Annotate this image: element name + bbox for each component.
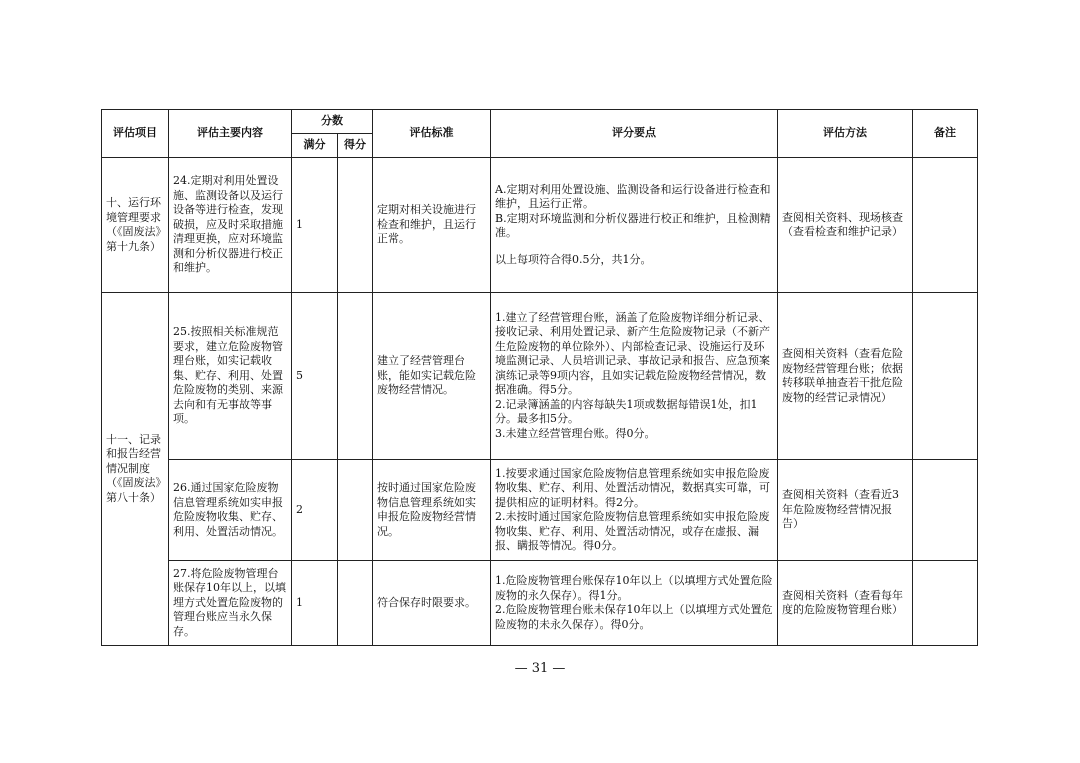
full-score-cell: 2 [292,460,338,561]
standard-cell: 定期对相关设施进行检查和维护，且运行正常。 [373,158,491,293]
table-row [102,158,978,293]
method-cell: 查阅相关资料（查看危险废物经营管理台账；依据转移联单抽查若干批危险废物的经营记录情况） [778,293,913,460]
got-score-cell [338,460,373,561]
header-score: 分数 [292,110,373,134]
content-cell: 25.按照相关标准规范要求，建立危险废物管理台账，如实记载收集、贮存、利用、处置危险废物的类别、来源去向和有无事故等事项。 [169,293,292,460]
method-cell: 查阅相关资料、现场核查（查看检查和维护记录） [778,158,913,293]
method-cell: 查阅相关资料（查看每年度的危险废物管理台账） [778,561,913,646]
page-number: — 31 — [514,661,566,676]
point-line: 2.未按时通过国家危险废物信息管理系统如实申报危险废物收集、贮存、利用、处置活动情况，或存在虚报、漏报、瞒报等情况。得0分。 [495,510,770,552]
table-row [102,460,978,561]
note-cell [913,460,978,561]
note-cell [913,561,978,646]
standard-cell: 按时通过国家危险废物信息管理系统如实申报危险废物经营情况。 [373,460,491,561]
point-line: 2.记录簿涵盖的内容每缺失1项或数据每错误1处，扣1分。最多扣5分。 [495,397,758,426]
standard-cell: 符合保存时限要求。 [373,561,491,646]
points-cell [491,158,778,293]
content-cell: 26.通过国家危险废物信息管理系统如实申报危险废物收集、贮存、利用、处置活动情况。 [169,460,292,561]
header-method: 评估方法 [778,110,913,158]
point-line: B.定期对环境监测和分析仪器进行校正和维护，且检测精准。 [495,211,771,240]
item-cell: 十、运行环境管理要求（《固废法》第十九条） [102,158,169,293]
table-row [102,293,978,460]
note-cell [913,293,978,460]
got-score-cell [338,158,373,293]
point-spacer [495,241,773,253]
points-cell [491,460,778,561]
point-line: 1.建立了经营管理台账，涵盖了危险废物详细分析记录、接收记录、利用处置记录、新产生危险废物记录（不新产生危险废物的单位除外）、内部检查记录、设施运行及环境监测记录、人员培训记录、事故记录和报告、应急预案演练记录等9项内容，且如实记载危险废物经营情况，数据准确。得5分。 [495,310,770,397]
header-standard: 评估标准 [373,110,491,158]
points-cell [491,561,778,646]
header-item: 评估项目 [102,110,169,158]
full-score-cell: 5 [292,293,338,460]
header-full-score: 满分 [292,134,338,158]
got-score-cell [338,293,373,460]
points-cell [491,293,778,460]
evaluation-table [101,109,978,646]
header-got-score: 得分 [338,134,373,158]
got-score-cell [338,561,373,646]
full-score-cell: 1 [292,158,338,293]
point-line: 1.危险废物管理台账保存10年以上（以填埋方式处置危险废物的永久保存）。得1分。 [495,574,773,602]
full-score-cell: 1 [292,561,338,646]
header-note: 备注 [913,110,978,158]
content-cell: 24.定期对利用处置设施、监测设备以及运行设备等进行检查，发现破损，应及时采取措施清理更换，应对环境监测和分析仪器进行校正和维护。 [169,158,292,293]
point-line: 2.危险废物管理台账未保存10年以上（以填埋方式处置危险废物的未永久保存）。得0分。 [495,603,773,631]
table-row [102,561,978,646]
method-cell: 查阅相关资料（查看近3年危险废物经营情况报告） [778,460,913,561]
point-line: 以上每项符合得0.5分，共1分。 [495,252,652,266]
header-points: 评分要点 [491,110,778,158]
content-cell: 27.将危险废物管理台账保存10年以上，以填埋方式处置危险废物的管理台账应当永久保存。 [169,561,292,646]
standard-cell: 建立了经营管理台账，能如实记载危险废物经营情况。 [373,293,491,460]
point-line: 3.未建立经营管理台账。得0分。 [495,426,656,440]
item-cell: 十一、记录和报告经营情况制度（《固废法》第八十条） [102,293,169,646]
point-line: A.定期对利用处置设施、监测设备和运行设备进行检查和维护，且运行正常。 [495,182,771,211]
header-content: 评估主要内容 [169,110,292,158]
point-line: 1.按要求通过国家危险废物信息管理系统如实申报危险废物收集、贮存、利用、处置活动情况，数据真实可靠，可提供相应的证明材料。得2分。 [495,466,770,509]
note-cell [913,158,978,293]
